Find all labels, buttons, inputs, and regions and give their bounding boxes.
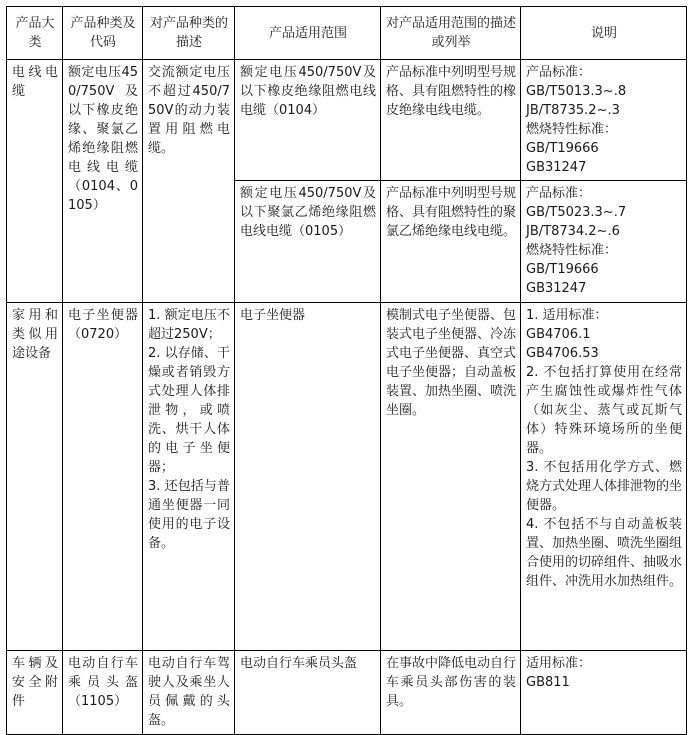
cell-scope: 额定电压450/750V及以下聚氯乙烯绝缘阻燃电线电缆（0105） [235, 181, 381, 303]
cell-kind-desc: 1. 额定电压不超过250V； 2. 以存储、干燥或者销毁方式处理人体排泄物，或喷洗、烘干人体的电子坐便器； 3. 还包括与普通坐便器一同使用的电子设备。 [143, 303, 235, 651]
header-scope: 产品适用范围 [235, 7, 381, 60]
cell-scope-desc: 产品标准中列明型号规格、具有阻燃特性的橡皮绝缘电线电缆。 [381, 60, 521, 181]
cell-kind-desc: 交流额定电压不超过450/750V的动力装置用阻燃电缆。 [143, 60, 235, 303]
cell-kind: 额定电压450/750V及以下橡皮绝缘、聚氯乙烯绝缘阻燃电线电缆（0104、0105） [63, 60, 143, 303]
cell-kind: 电子坐便器（0720） [63, 303, 143, 651]
cell-kind-desc: 电动自行车驾驶人及乘坐人员佩戴的头盔。 [143, 651, 235, 735]
cell-scope-desc: 在事故中降低电动自行车乘员头部伤害的装具。 [381, 651, 521, 735]
cell-category: 车辆及安全附件 [7, 651, 63, 735]
cell-scope: 额定电压450/750V及以下橡皮绝缘阻燃电线电缆（0104） [235, 60, 381, 181]
header-row [7, 7, 687, 60]
table-row [7, 60, 687, 181]
header-kind: 产品种类及代码 [63, 7, 143, 60]
cell-scope-desc: 产品标准中列明型号规格、具有阻燃特性的聚氯乙烯绝缘电线电缆。 [381, 181, 521, 303]
header-category: 产品大类 [7, 7, 63, 60]
cell-scope-desc: 模制式电子坐便器、包装式电子坐便器、冷冻式电子坐便器、真空式电子坐便器；自动盖板装置、加热坐圈、喷洗坐圈。 [381, 303, 521, 651]
table-row [7, 303, 687, 651]
cell-category: 家用和类似用途设备 [7, 303, 63, 651]
cell-note: 适用标准： GB811 [521, 651, 687, 735]
header-scope-desc: 对产品适用范围的描述或列举 [381, 7, 521, 60]
header-kind-desc: 对产品种类的描述 [143, 7, 235, 60]
cell-scope: 电动自行车乘员头盔 [235, 651, 381, 735]
cell-note: 产品标准： GB/T5013.3~.8 JB/T8735.2~.3 燃烧特性标准： GB/T19666 GB31247 [521, 60, 687, 181]
product-catalog-table [6, 6, 687, 735]
cell-category: 电线电缆 [7, 60, 63, 303]
cell-scope: 电子坐便器 [235, 303, 381, 651]
cell-note: 1. 适用标准： GB4706.1 GB4706.53 2. 不包括打算使用在经常产生腐蚀性或爆炸性气体（如灰尘、蒸气或瓦斯气体）特殊环境场所的坐便器。 3. 不包括用化学方式、燃烧方式处理人体排泄物的坐便器。 4. 不包括不与自动盖板装置、加热坐圈、喷洗坐圈组合使用的切碎组件、抽吸水组件、冲洗用水加热组件。 [521, 303, 687, 651]
table-row [7, 651, 687, 735]
cell-kind: 电动自行车乘员头盔（1105） [63, 651, 143, 735]
header-note: 说明 [521, 7, 687, 60]
cell-note: 产品标准： GB/T5023.3~.7 JB/T8734.2~.6 燃烧特性标准： GB/T19666 GB31247 [521, 181, 687, 303]
